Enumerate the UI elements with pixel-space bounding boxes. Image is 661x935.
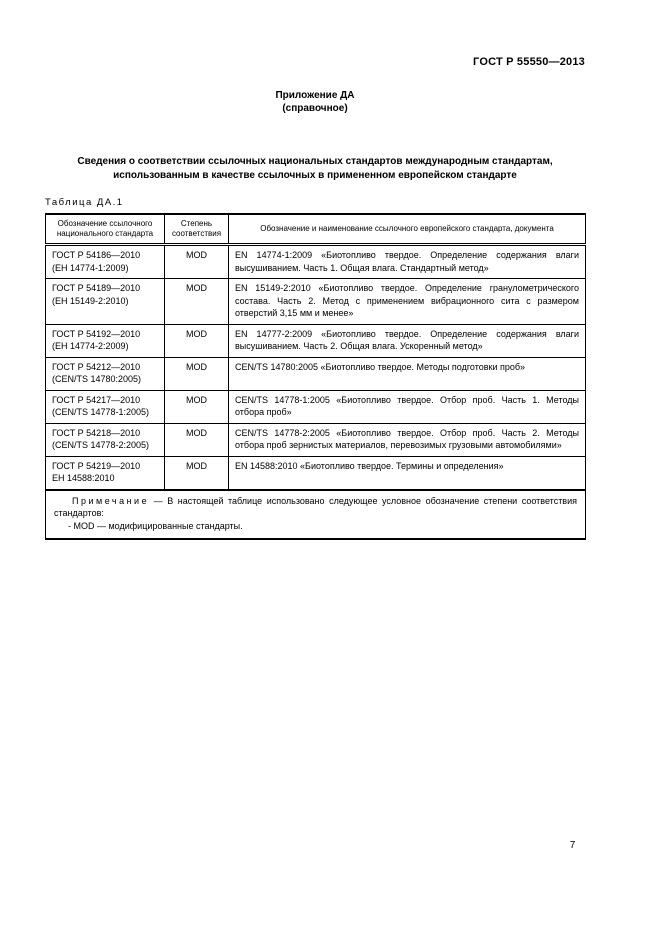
page-number: 7 [569, 840, 576, 851]
degree-cell: MOD [165, 245, 229, 279]
european-standard-cell: CEN/TS 14778-1:2005 «Биотопливо твердое. Отбор проб. Часть 1. Методы отбора проб» [229, 390, 586, 423]
degree-cell: MOD [165, 279, 229, 325]
section-title [45, 155, 585, 182]
national-standard-reference: (ЕН 14774-2:2009) [52, 341, 129, 351]
national-standard-reference: (CEN/TS 14778-1:2005) [52, 407, 150, 417]
national-standard-cell [46, 423, 165, 456]
national-standard-designation: ГОСТ Р 54218—2010 [52, 427, 141, 438]
table-row [46, 324, 586, 357]
appendix-subtitle: (справочное) [282, 103, 348, 114]
table-note-row [46, 490, 586, 540]
degree-cell: MOD [165, 324, 229, 357]
national-standard-designation: ГОСТ Р 54212—2010 [52, 361, 141, 372]
national-standard-designation: ГОСТ Р 54189—2010 [52, 283, 141, 293]
table-note-cell [46, 490, 586, 540]
note-label: Примечание [72, 495, 150, 506]
column-header-national-standard: Обозначение ссылочного национального стандарта [46, 214, 165, 245]
european-standard-cell: EN 15149-2:2010 «Биотопливо твердое. Определение гранулометрического состава. Часть 2. Метод с применением вибрационного сита с размером отверстий 3,15 мм и менее» [229, 279, 586, 325]
european-standard-cell: EN 14777-2:2009 «Биотопливо твердое. Определение содержания влаги высушиванием. Часть 2. Общая влага. Ускоренный метод» [229, 324, 586, 357]
degree-cell: MOD [165, 423, 229, 456]
degree-cell: MOD [165, 390, 229, 423]
appendix-title: Приложение ДА [275, 90, 355, 101]
document-code: ГОСТ Р 55550—2013 [473, 56, 585, 68]
degree-cell: MOD [165, 456, 229, 490]
column-header-european-standard: Обозначение и наименование ссылочного европейского стандарта, документа [229, 214, 586, 245]
degree-cell: MOD [165, 357, 229, 390]
national-standard-cell [46, 390, 165, 423]
european-standard-cell: CEN/TS 14780:2005 «Биотопливо твердое. Методы подготовки проб» [229, 357, 586, 390]
table-row [46, 390, 586, 423]
national-standard-cell [46, 324, 165, 357]
national-standard-cell [46, 245, 165, 279]
national-standard-cell [46, 456, 165, 490]
note-item: - MOD — модифицированные стандарты. [68, 520, 243, 531]
national-standard-cell [46, 279, 165, 325]
national-standard-reference: (ЕН 15149-2:2010) [52, 295, 129, 306]
national-standard-designation: ГОСТ Р 54217—2010 [52, 394, 141, 405]
national-standard-reference: (ЕН 14774-1:2009) [52, 262, 129, 273]
correspondence-table [45, 213, 586, 540]
note-text: — В настоящей таблице использовано следующее условное обозначение степени соответствия стандартов: [54, 495, 577, 518]
table-label: Таблица ДА.1 [45, 197, 124, 208]
table-row [46, 245, 586, 279]
table-row [46, 357, 586, 390]
national-standard-reference: (CEN/TS 14778-2:2005) [52, 440, 150, 450]
table-row [46, 456, 586, 490]
national-standard-reference: ЕН 14588:2010 [52, 473, 115, 483]
european-standard-cell: EN 14774-1:2009 «Биотопливо твердое. Определение содержания влаги высушиванием. Часть 1. Общая влага. Стандартный метод» [229, 245, 586, 279]
national-standard-designation: ГОСТ Р 54186—2010 [52, 250, 141, 260]
note-paragraph [54, 495, 577, 520]
document-page [45, 0, 585, 540]
table-header-row [46, 214, 586, 245]
european-standard-cell: EN 14588:2010 «Биотопливо твердое. Термины и определения» [229, 456, 586, 490]
table-row [46, 423, 586, 456]
national-standard-designation: ГОСТ Р 54192—2010 [52, 328, 141, 339]
table-row [46, 279, 586, 325]
section-title-line1: Сведения о соответствии ссылочных национальных стандартов международным стандартам, [77, 156, 553, 167]
national-standard-designation: ГОСТ Р 54219—2010 [52, 460, 141, 471]
national-standard-cell [46, 357, 165, 390]
national-standard-reference: (CEN/TS 14780:2005) [52, 374, 142, 384]
section-title-line2: использованным в качестве ссылочных в примененном европейском стандарте [113, 169, 517, 181]
european-standard-cell: CEN/TS 14778-2:2005 «Биотопливо твердое. Отбор проб. Часть 2. Методы отбора проб зернистых материалов, перевозимых грузовыми автомобилями» [229, 423, 586, 456]
column-header-degree: Степень соответствия [165, 214, 229, 245]
